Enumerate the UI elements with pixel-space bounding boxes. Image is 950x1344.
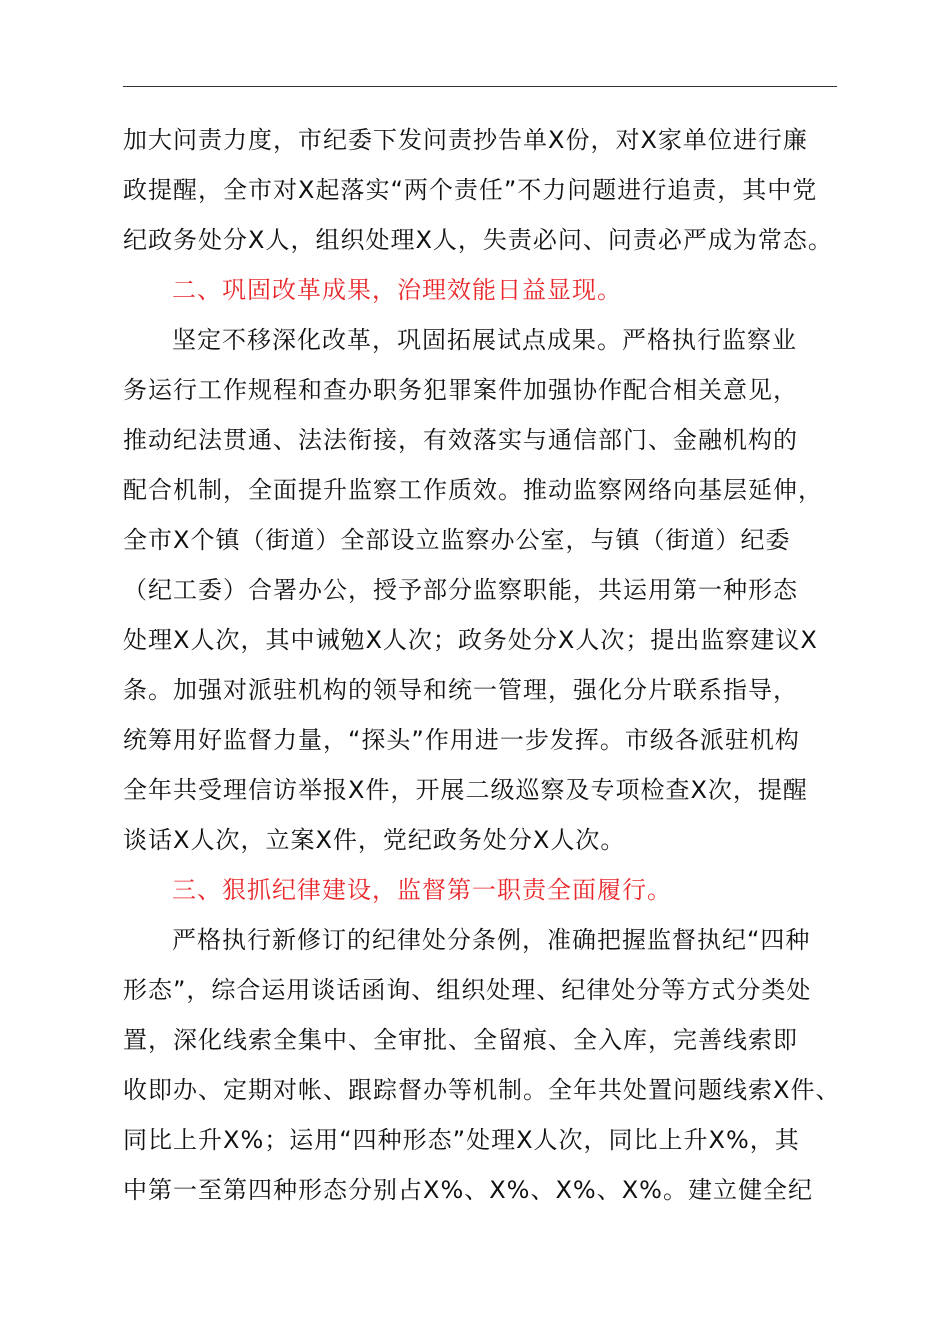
body-line: 全年共受理信访举报X件，开展二级巡察及专项检查X次，提醒 — [123, 776, 808, 804]
body-line: 处理X人次，其中诫勉X人次；政务处分X人次；提出监察建议X — [123, 626, 818, 654]
header-rule — [123, 86, 837, 87]
body-line: 条。加强对派驻机构的领导和统一管理，强化分片联系指导， — [123, 676, 798, 704]
body-line: 统筹用好监督力量，“探头”作用进一步发挥。市级各派驻机构 — [123, 726, 800, 754]
body-line: 纪政务处分X人，组织处理X人，失责必问、问责必严成为常态。 — [123, 226, 833, 254]
body-line: （纪工委）合署办公，授予部分监察职能，共运用第一种形态 — [123, 576, 798, 604]
body-line: 政提醒，全市对X起落实“两个责任”不力问题进行追责，其中党 — [123, 176, 818, 204]
body-line: 谈话X人次，立案X件，党纪政务处分X人次。 — [123, 826, 626, 854]
body-line: 加大问责力度，市纪委下发问责抄告单X份，对X家单位进行廉 — [123, 126, 808, 154]
paragraph-first-line: 坚定不移深化改革，巩固拓展试点成果。严格执行监察业 — [172, 326, 797, 354]
body-line: 形态”，综合运用谈话函询、组织处理、纪律处分等方式分类处 — [123, 976, 812, 1004]
body-line: 全市X个镇（街道）全部设立监察办公室，与镇（街道）纪委 — [123, 526, 791, 554]
section-heading-3: 三、狠抓纪律建设，监督第一职责全面履行。 — [172, 876, 672, 904]
body-line: 收即办、定期对帐、跟踪督办等机制。全年共处置问题线索X件、 — [123, 1076, 841, 1104]
body-line: 推动纪法贯通、法法衔接，有效落实与通信部门、金融机构的 — [123, 426, 798, 454]
body-line: 配合机制，全面提升监察工作质效。推动监察网络向基层延伸， — [123, 476, 823, 504]
body-line: 务运行工作规程和查办职务犯罪案件加强协作配合相关意见， — [123, 376, 798, 404]
section-heading-2: 二、巩固改革成果，治理效能日益显现。 — [172, 276, 622, 304]
body-line: 置，深化线索全集中、全审批、全留痕、全入库，完善线索即 — [123, 1026, 798, 1054]
paragraph-first-line: 严格执行新修订的纪律处分条例，准确把握监督执纪“四种 — [172, 926, 811, 954]
body-line: 同比上升X%；运用“四种形态”处理X人次，同比上升X%，其 — [123, 1126, 800, 1154]
body-line: 中第一至第四种形态分别占X%、X%、X%、X%。建立健全纪 — [123, 1176, 813, 1204]
